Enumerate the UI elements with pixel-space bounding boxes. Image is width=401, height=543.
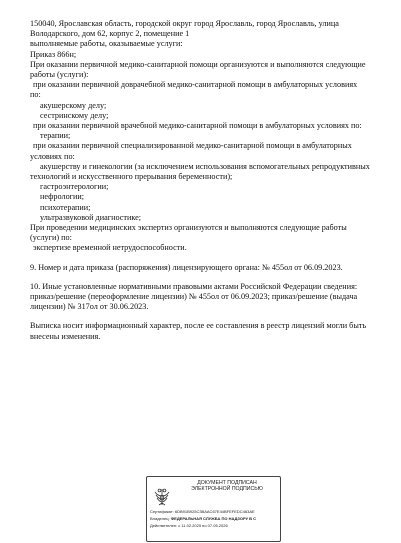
coat-of-arms-icon	[151, 486, 173, 508]
document-line: Приказ 866н;	[30, 49, 77, 59]
document-line: акушерству и гинекологии (за исключением использования вспомогательных репродуктивных	[40, 161, 370, 171]
document-line: условиях по:	[30, 151, 75, 161]
document-line: нефрологии;	[40, 192, 85, 202]
document-line: при оказании первичной доврачебной медико-санитарной помощи в амбулаторных условиях	[33, 80, 358, 90]
stamp-owner-value: ФЕДЕРАЛЬНАЯ СЛУЖБА ПО НАДЗОРУ В С	[170, 516, 257, 521]
document-line: акушерскому делу;	[40, 100, 107, 110]
document-line: при оказании первичной специализированной медико-санитарной помощи в амбулаторных	[33, 141, 352, 151]
stamp-validity: Действителен: с 11.02.2025 по 07.05.2026	[150, 523, 228, 528]
paragraph-gap	[30, 312, 375, 321]
document-line: сестринскому делу;	[40, 110, 109, 120]
document-line: 9. Номер и дата приказа (распоряжения) лицензирующего органа: № 455ол от 06.09.2023.	[30, 262, 343, 272]
paragraph-gap	[30, 273, 375, 282]
document-line: технологий и искусственного прерывания беременности);	[30, 172, 233, 182]
document-line: 150040, Ярославская область, городской округ город Ярославль, город Ярославль, улица	[30, 19, 339, 28]
document-line: экспертизе временной нетрудоспособности.	[33, 243, 187, 253]
document-line: работы (услуги):	[30, 70, 89, 80]
document-line: приказ/решение (переоформление лицензии) № 455ол от 06.09.2023; приказ/решение (выдача	[30, 292, 358, 302]
stamp-details	[150, 508, 278, 529]
stamp-certificate: Сертификат: 6DB91B925C3BAAC67E44BFEFEDC463AE	[150, 509, 255, 514]
document-line: 10. Иные установленные нормативными правовыми актами Российской Федерации сведения:	[30, 281, 358, 291]
paragraph-gap	[30, 254, 375, 263]
electronic-signature-stamp	[146, 476, 281, 542]
document-line: Володарского, дом 62, корпус 2, помещение 1	[30, 29, 190, 39]
document-line: Выписка носит информационный характер, после ее составления в реестр лицензий могли быть	[30, 321, 367, 331]
document-line: выполняемые работы, оказываемые услуги:	[30, 39, 183, 49]
stamp-owner-label: Владелец:	[150, 516, 170, 521]
document-body	[30, 19, 375, 342]
stamp-title-line2: ЭЛЕКТРОННОЙ ПОДПИСЬЮ	[191, 486, 263, 493]
stamp-owner	[150, 515, 278, 522]
document-line: по:	[30, 90, 41, 100]
stamp-title	[177, 480, 277, 492]
document-line: ультразвуковой диагностике;	[40, 212, 142, 222]
document-line: При оказании первичной медико-санитарной помощи организуются и выполняются следующие	[30, 59, 366, 69]
document-line: При проведении медицинских экспертиз организуются и выполняются следующие работы	[30, 223, 347, 233]
document-line: при оказании первичной врачебной медико-санитарной помощи в амбулаторных условиях по:	[33, 121, 362, 131]
document-line: внесены изменения.	[30, 331, 101, 341]
document-line: (услуги) по:	[30, 233, 72, 243]
document-line: лицензии) № 317ол от 30.06.2023.	[30, 302, 149, 312]
document-line: гастроэнтерологии;	[40, 182, 109, 192]
document-line: психотерапии;	[40, 202, 91, 212]
document-line: терапии;	[40, 131, 71, 141]
stamp-title-line1: ДОКУМЕНТ ПОДПИСАН	[197, 480, 257, 486]
